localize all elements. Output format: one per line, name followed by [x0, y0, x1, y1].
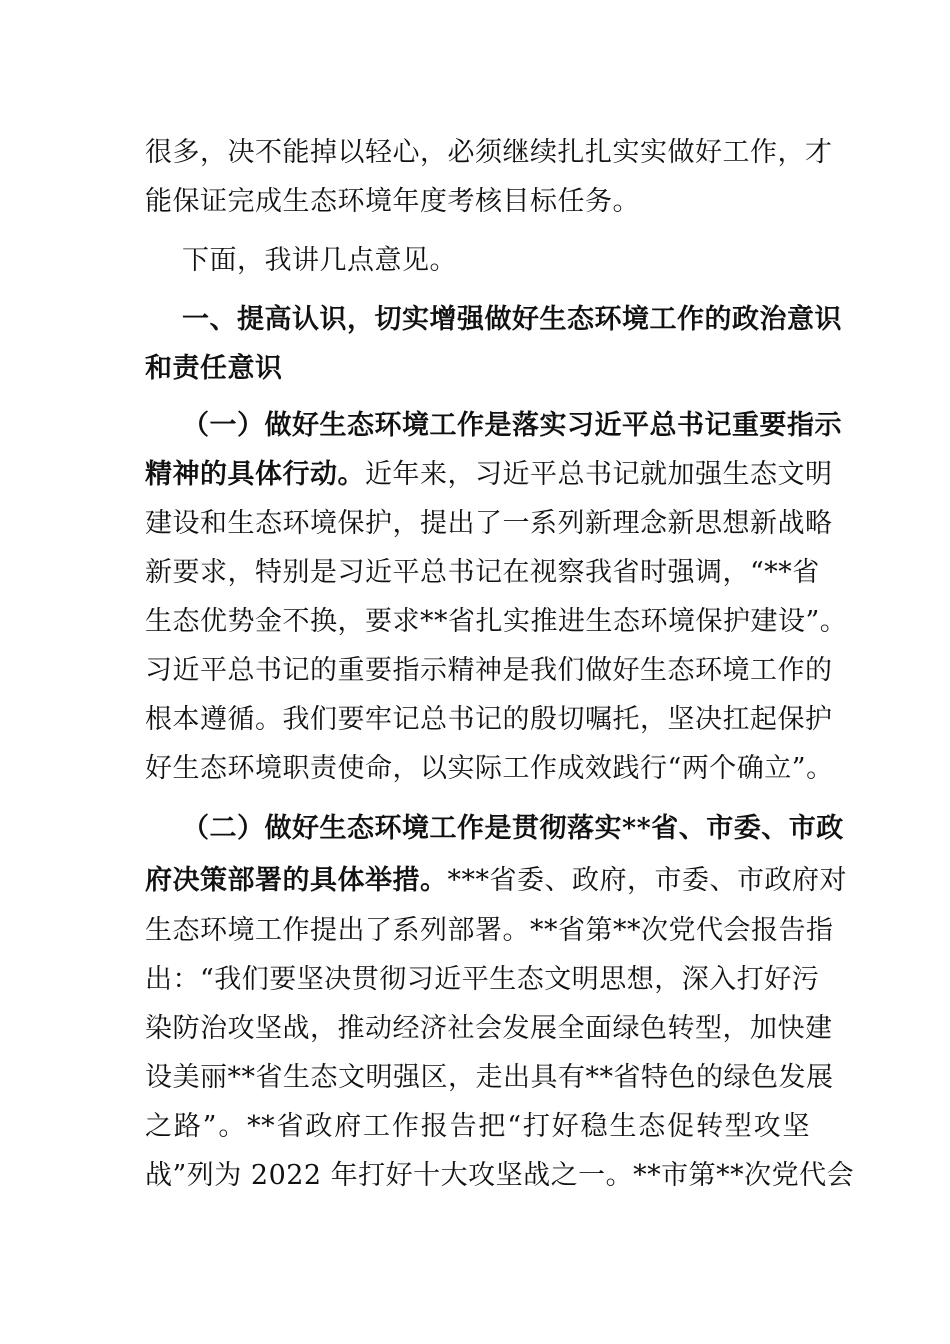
paragraph-line: 生态环境工作提出了系列部署。**省第**次党代会报告指 [145, 915, 834, 946]
paragraph-line: 出：“我们要坚决贯彻习近平生态文明思想，深入打好污 [145, 964, 820, 995]
paragraph-line: 习近平总书记的重要指示精神是我们做好生态环境工作的 [145, 655, 833, 686]
subsection-heading-tail: 府决策部署的具体举措。 [145, 865, 448, 896]
paragraph-text: 近年来，习近平总书记就加强生态文明 [365, 459, 833, 490]
paragraph-line: 建设和生态环境保护，提出了一系列新理念新思想新战略 [145, 508, 833, 539]
paragraph-line: 战”列为 2022 年打好十大攻坚战之一。**市第**次党代会 [145, 1160, 855, 1191]
subsection-heading: （二）做好生态环境工作是贯彻落实**省、市委、市政 [182, 813, 844, 844]
paragraph-line: 新要求，特别是习近平总书记在视察我省时强调，“**省 [145, 557, 820, 588]
paragraph-line: 染防治攻坚战，推动经济社会发展全面绿色转型，加快建 [145, 1013, 833, 1044]
paragraph-line [145, 449, 833, 501]
paragraph-line: 很多，决不能掉以轻心，必须继续扎扎实实做好工作，才 [145, 137, 833, 168]
subsection-heading: （一）做好生态环境工作是落实习近平总书记重要指示 [182, 410, 842, 441]
paragraph-line: 根本遵循。我们要牢记总书记的殷切嘱托，坚决扛起保护 [145, 704, 833, 735]
paragraph-line: 好生态环境职责使命，以实际工作成效践行“两个确立”。 [145, 753, 834, 784]
paragraph-line: 下面，我讲几点意见。 [182, 245, 457, 276]
paragraph-line: 之路”。**省政府工作报告把“打好稳生态促转型攻坚 [145, 1111, 810, 1142]
paragraph-text: ***省委、政府，市委、市政府对 [447, 865, 847, 896]
subsection-heading-tail: 精神的具体行动。 [145, 459, 365, 490]
section-heading: 和责任意识 [145, 353, 283, 384]
paragraph-line: 能保证完成生态环境年度考核目标任务。 [145, 186, 640, 217]
paragraph-line: 设美丽**省生态文明强区，走出具有**省特色的绿色发展 [145, 1062, 834, 1093]
paragraph-line [145, 855, 847, 907]
paragraph-line: 生态优势金不换，要求**省扎实推进生态环境保护建设”。 [145, 606, 848, 637]
section-heading: 一、提高认识，切实增强做好生态环境工作的政治意识 [182, 304, 842, 335]
